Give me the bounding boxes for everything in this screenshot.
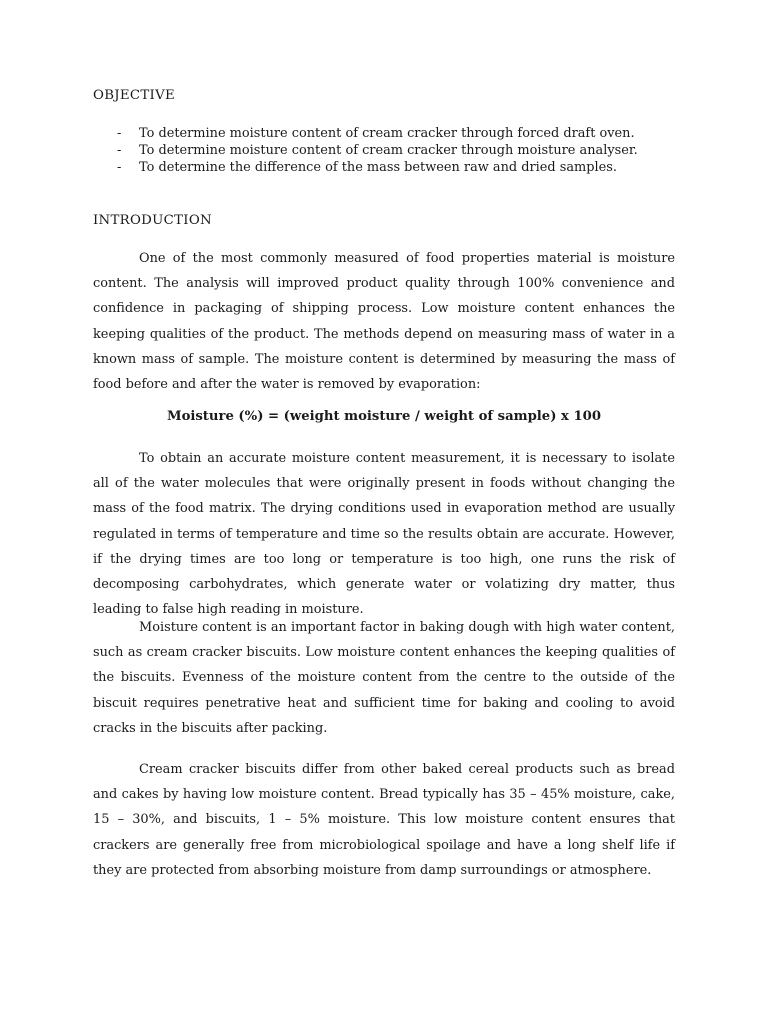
moisture-formula: Moisture (%) = (weight moisture / weight of sample) x 100 [166,409,602,424]
bullet-marker: - [117,143,122,159]
objective-item-text: To determine moisture content of cream cracker through moisture analyser. [139,143,638,159]
list-item [117,125,737,142]
paragraph-text: One of the most commonly measured of food properties material is moisture content. The analysis will improved product quality through 100% convenience and confidence in packaging of shipping process. Low moisture content enhances the keeping qualities of the product. The methods depend on measuring mass of water in a known mass of sample. The moisture content is determined by measuring the mass of food before and after the water is removed by evaporation: [93,251,675,393]
intro-paragraph-1 [93,246,675,397]
intro-paragraph-4 [93,757,675,883]
objective-heading: OBJECTIVE [93,88,176,103]
intro-paragraph-3 [93,615,675,741]
bullet-marker: - [117,160,122,176]
objective-item-text: To determine the difference of the mass between raw and dried samples. [139,160,617,176]
objective-item-text: To determine moisture content of cream cracker through forced draft oven. [139,126,635,141]
intro-paragraph-2 [93,446,675,622]
objective-list [117,125,737,177]
list-item [117,159,737,176]
paragraph-text: Moisture content is an important factor in baking dough with high water content, such as cream cracker biscuits. Low moisture content enhances the keeping qualities of the biscuits. Evenness of the moisture content from the centre to the outside of the biscuit requires penetrative heat and sufficient time for baking and cooling to avoid cracks in the biscuits after packing. [93,620,675,736]
paragraph-text: Cream cracker biscuits differ from other baked cereal products such as bread and cakes by having low moisture content. Bread typically has 35 – 45% moisture, cake, 15 – 30%, and biscuits, 1 – 5% moisture. This low moisture content ensures that crackers are generally free from microbiological spoilage and have a long shelf life if they are protected from absorbing moisture from damp surroundings or atmosphere. [93,762,675,878]
list-item [117,142,737,159]
introduction-heading: INTRODUCTION [93,213,212,228]
paragraph-text: To obtain an accurate moisture content measurement, it is necessary to isolate all of the water molecules that were originally present in foods without changing the mass of the food matrix. The drying conditions used in evaporation method are usually regulated in terms of temperature and time so the results obtain are accurate. However, if the drying times are too long or temperature is too high, one runs the risk of decomposing carbohydrates, which generate water or volatizing dry matter, thus leading to false high reading in moisture. [93,451,675,618]
bullet-marker: - [117,126,122,141]
